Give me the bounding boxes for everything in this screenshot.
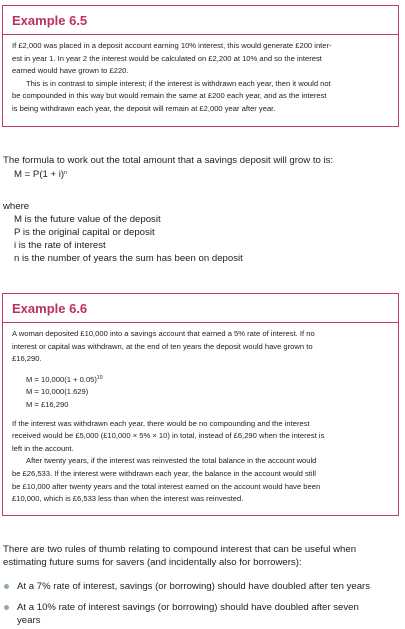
text-line: interest or capital was withdrawn, at the end of ten years the deposit would have grown to bbox=[12, 341, 313, 351]
text-line: earned would have grown to £220. bbox=[12, 66, 129, 76]
definition-item: P is the original capital or deposit bbox=[14, 227, 155, 238]
where-label: where bbox=[3, 201, 30, 212]
text-line: £10,000, which is £6,533 less than when the interest was reinvested. bbox=[12, 494, 244, 504]
formula-intro: The formula to work out the total amount that a savings deposit will grow to is: bbox=[3, 155, 334, 166]
calc-line bbox=[12, 372, 386, 387]
bullet-dot-icon bbox=[4, 605, 9, 610]
calc-text: M = 10,000(1 + 0.05) bbox=[26, 374, 97, 384]
example-body bbox=[3, 35, 398, 116]
example-box-6-5 bbox=[2, 5, 399, 127]
text-line: After twenty years, if the interest was reinvested the total balance in the account would bbox=[26, 456, 317, 466]
text-line: If £2,000 was placed in a deposit account earning 10% interest, this would generate £200 inter- bbox=[12, 41, 332, 50]
bullet-text: years bbox=[17, 615, 41, 626]
rules-intro bbox=[3, 543, 401, 569]
formula-exponent: n bbox=[64, 170, 67, 176]
text-line: left in the account. bbox=[12, 443, 74, 453]
bullet-text: At a 10% rate of interest savings (or borrowing) should have doubled after seven bbox=[17, 602, 359, 613]
definitions-section bbox=[3, 200, 401, 265]
definition-item: i is the rate of interest bbox=[14, 240, 106, 251]
formula bbox=[3, 167, 401, 181]
text-line: est in year 1. In year 2 the interest would be calculated on £2,200 at 10% and so the interest bbox=[12, 53, 322, 63]
text-line: estimating future sums for savers (and incidentally also for borrowers): bbox=[3, 557, 302, 568]
calc-line: M = £16,290 bbox=[26, 399, 69, 409]
text-line: be compounded in this way but would remain the same at £200 each year, and as the interest bbox=[12, 91, 327, 101]
text-line: be £26,533. If the interest were withdrawn each year, the balance in the account would still bbox=[12, 468, 316, 478]
calc-line: M = 10,000(1.629) bbox=[26, 387, 89, 397]
text-line: There are two rules of thumb relating to compound interest that can be useful when bbox=[3, 544, 357, 555]
definition-item: n is the number of years the sum has been on deposit bbox=[14, 253, 243, 264]
example-body bbox=[3, 323, 398, 506]
formula-main: M = P(1 + i) bbox=[14, 169, 65, 180]
example-title: Example 6.5 bbox=[3, 6, 398, 35]
bullet-item bbox=[3, 601, 399, 627]
bullet-item bbox=[3, 580, 399, 593]
example-title: Example 6.6 bbox=[3, 294, 398, 323]
definition-item: M is the future value of the deposit bbox=[14, 214, 161, 225]
text-line: If the interest was withdrawn each year, there would be no compounding and the interest bbox=[12, 418, 310, 428]
text-line: received would be £5,000 (£10,000 × 5% × 10) in total, instead of £6,290 when the interest is bbox=[12, 431, 325, 441]
bullet-text: At a 7% rate of interest, savings (or borrowing) should have doubled after ten years bbox=[17, 581, 371, 592]
example-box-6-6 bbox=[2, 293, 399, 516]
text-line: is being withdrawn each year, the deposit will remain at £2,000 year after year. bbox=[12, 103, 276, 113]
calc-exponent: 10 bbox=[96, 374, 103, 381]
text-line: A woman deposited £10,000 into a savings account that earned a 5% rate of interest. If no bbox=[12, 329, 315, 338]
text-line: £16,290. bbox=[12, 354, 42, 364]
formula-section bbox=[3, 154, 401, 181]
bullet-dot-icon bbox=[4, 584, 9, 589]
text-line: This is in contrast to simple interest; if the interest is withdrawn each year, then it would not bbox=[26, 78, 331, 88]
text-line: be £10,000 after twenty years and the total interest earned on the account would have been bbox=[12, 481, 321, 491]
